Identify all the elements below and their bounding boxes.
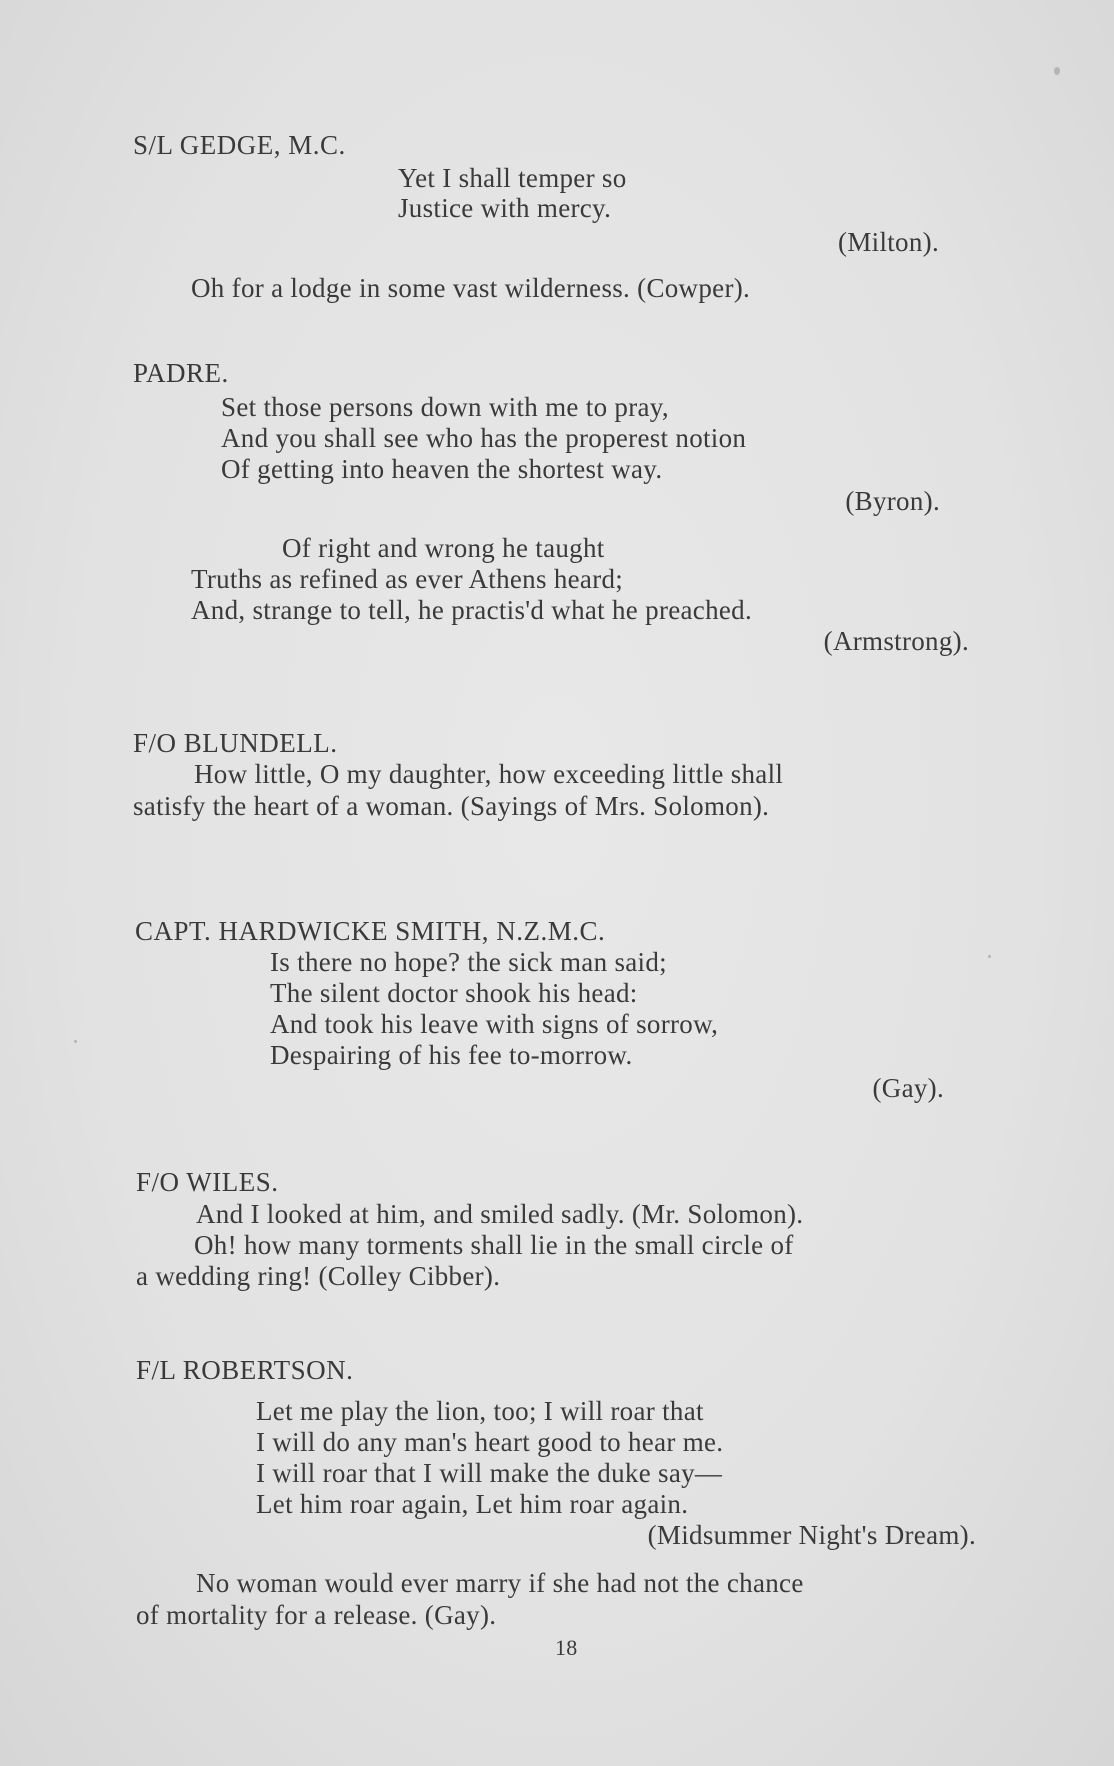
- entry-heading: F/L ROBERTSON.: [136, 1355, 354, 1385]
- verse-line: Justice with mercy.: [398, 193, 612, 223]
- verse-line: Truths as refined as ever Athens heard;: [191, 564, 624, 594]
- entry-heading: F/O WILES.: [136, 1167, 279, 1197]
- paper-speck: [988, 955, 991, 958]
- entry-heading: S/L GEDGE, M.C.: [133, 130, 346, 160]
- verse-line: Is there no hope? the sick man said;: [270, 947, 667, 977]
- verse-line: Set those persons down with me to pray,: [221, 392, 669, 422]
- verse-line: I will do any man's heart good to hear me.: [256, 1427, 724, 1457]
- attribution: (Byron).: [845, 486, 940, 516]
- verse-line: Despairing of his fee to-morrow.: [270, 1040, 633, 1070]
- prose-line: How little, O my daughter, how exceeding little shall: [194, 759, 784, 789]
- verse-line: Let me play the lion, too; I will roar that: [256, 1396, 704, 1426]
- quote-line: Oh for a lodge in some vast wilderness. (Cowper).: [191, 273, 751, 303]
- verse-line: Yet I shall temper so: [398, 163, 627, 193]
- prose-line: satisfy the heart of a woman. (Sayings of Mrs. Solomon).: [133, 791, 770, 821]
- paper-speck: [1054, 67, 1060, 75]
- entry-heading: F/O BLUNDELL.: [133, 728, 338, 758]
- entry-heading: CAPT. HARDWICKE SMITH, N.Z.M.C.: [135, 916, 606, 946]
- prose-line: a wedding ring! (Colley Cibber).: [136, 1261, 501, 1291]
- prose-line: Oh! how many torments shall lie in the small circle of: [194, 1230, 794, 1260]
- prose-line: No woman would ever marry if she had not the chance: [196, 1568, 804, 1598]
- prose-line: of mortality for a release. (Gay).: [136, 1600, 497, 1630]
- paper-speck: [74, 1040, 77, 1043]
- entry-heading: PADRE.: [133, 358, 229, 388]
- verse-line: I will roar that I will make the duke say—: [256, 1458, 723, 1488]
- verse-line: Of right and wrong he taught: [282, 533, 605, 563]
- prose-line: And I looked at him, and smiled sadly. (Mr. Solomon).: [196, 1199, 804, 1229]
- verse-line: And you shall see who has the properest notion: [221, 423, 747, 453]
- verse-line: Let him roar again, Let him roar again.: [256, 1489, 689, 1519]
- verse-line: Of getting into heaven the shortest way.: [221, 454, 663, 484]
- verse-line: And, strange to tell, he practis'd what he preached.: [191, 595, 753, 625]
- attribution: (Gay).: [872, 1073, 944, 1103]
- attribution: (Milton).: [838, 227, 939, 257]
- verse-line: And took his leave with signs of sorrow,: [270, 1009, 719, 1039]
- verse-line: The silent doctor shook his head:: [270, 978, 638, 1008]
- page-number: 18: [555, 1635, 578, 1660]
- attribution: (Armstrong).: [823, 626, 969, 656]
- attribution: (Midsummer Night's Dream).: [647, 1520, 976, 1550]
